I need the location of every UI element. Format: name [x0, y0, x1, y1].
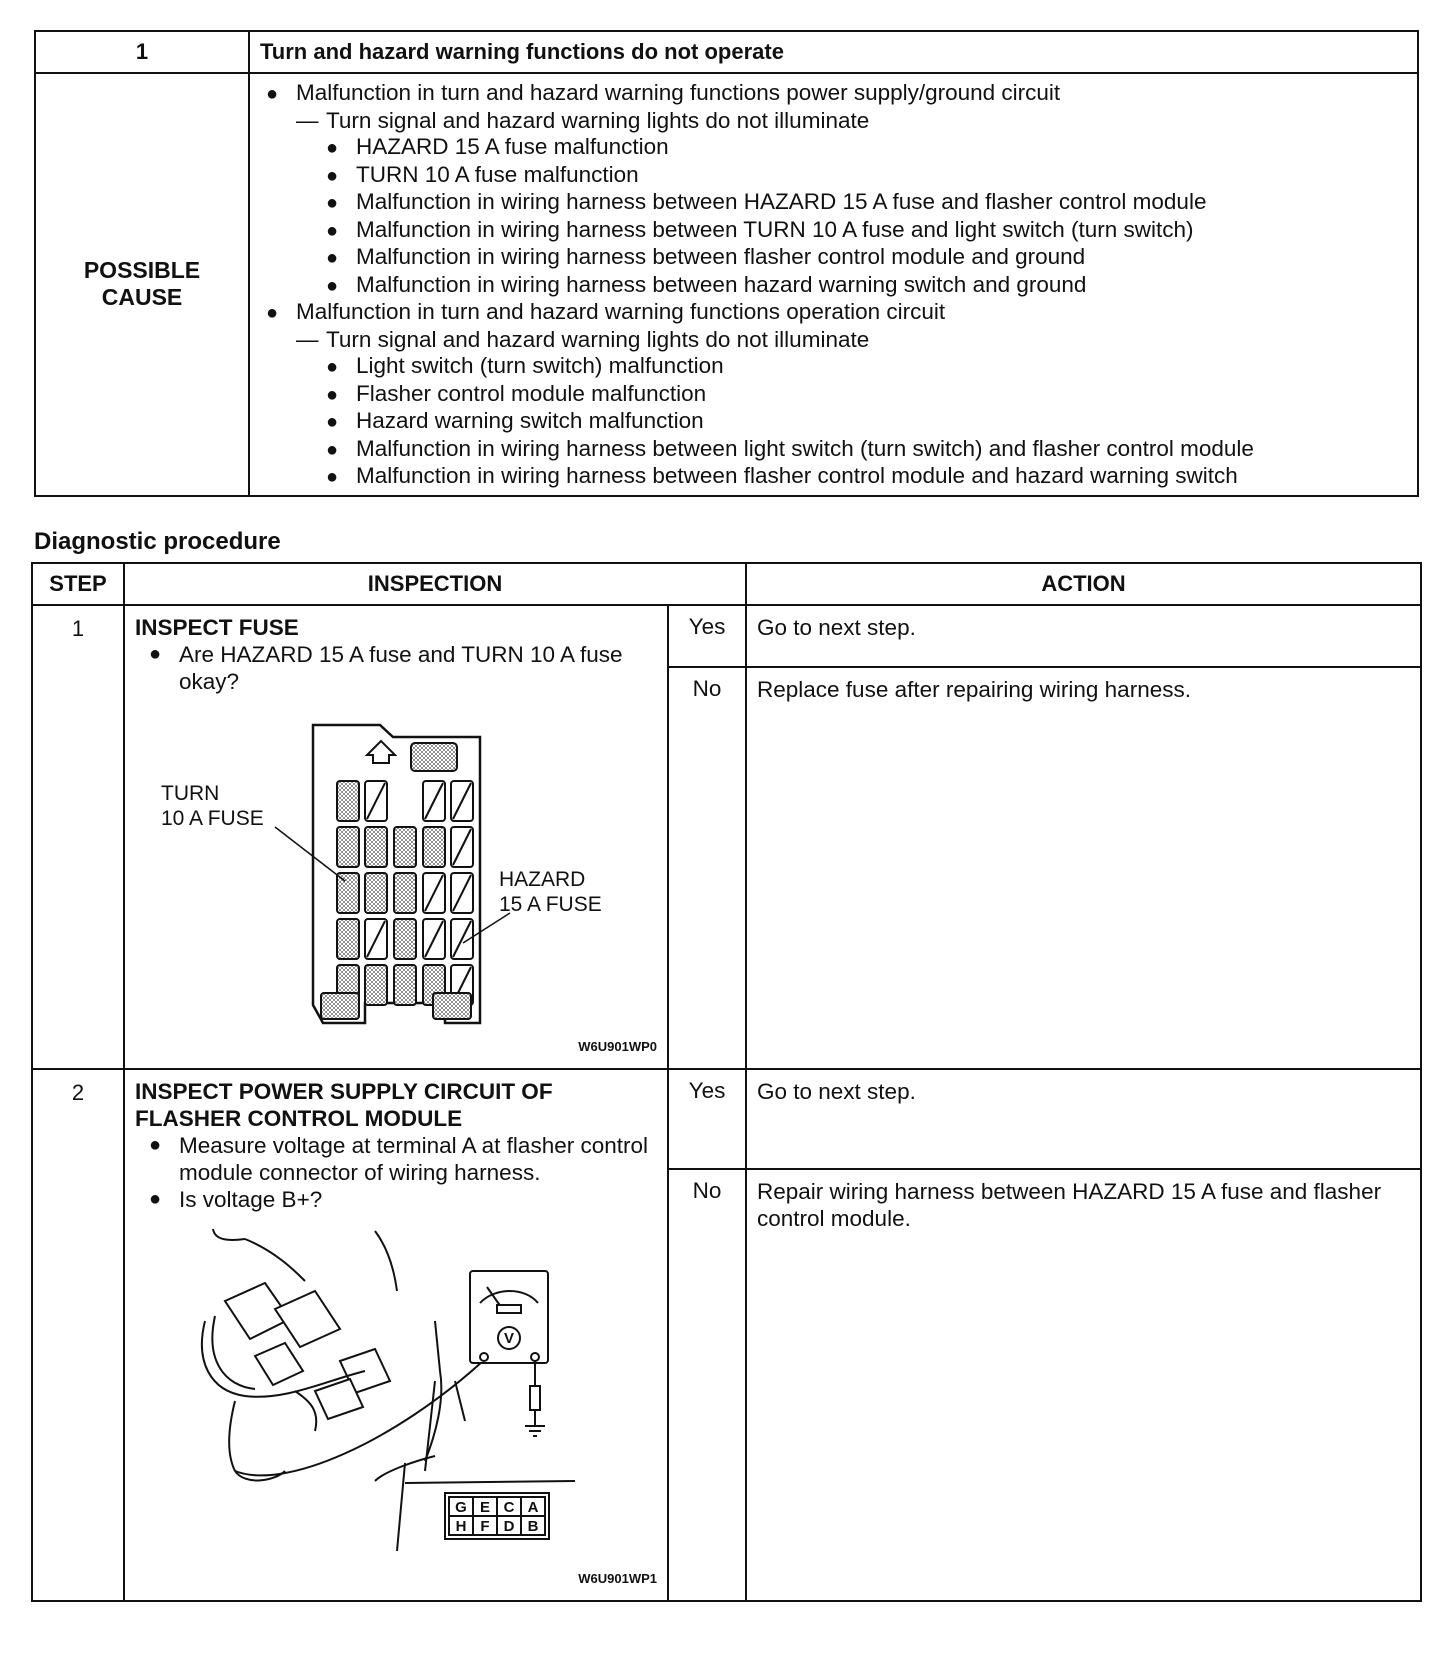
connector-pin-a: A — [527, 1499, 539, 1516]
yes-label: Yes — [668, 605, 746, 667]
cause-item: ● Flasher control module malfunction — [326, 380, 707, 406]
cause-group-heading: ● Malfunction in turn and hazard warning functions operation circuit — [266, 299, 946, 324]
no-action: Repair wiring harness between HAZARD 15 A fuse and flasher control module. — [746, 1169, 1421, 1601]
diagnostic-procedure-table — [31, 562, 1422, 1602]
trouble-title: Turn and hazard warning functions do not operate — [249, 31, 1418, 73]
step-inspection — [124, 1069, 668, 1601]
header-action: ACTION — [746, 563, 1421, 605]
cause-item: ● Malfunction in wiring harness between light switch (turn switch) and flasher control module — [326, 435, 1254, 461]
possible-cause-table — [34, 30, 1419, 497]
cause-item: ● Malfunction in wiring harness between flasher control module and ground — [326, 244, 1086, 269]
cause-item: ● Malfunction in wiring harness between TURN 10 A fuse and light switch (turn switch) — [326, 216, 1194, 242]
possible-cause-label: POSSIBLE CAUSE — [35, 73, 249, 496]
no-label: No — [668, 1169, 746, 1601]
figure-code: W6U901WP1 — [578, 1571, 657, 1586]
turn-fuse-label: TURN 10 A FUSE — [161, 782, 264, 830]
cause-item: ● HAZARD 15 A fuse malfunction — [326, 134, 669, 159]
no-label: No — [668, 667, 746, 1069]
step-title: INSPECT POWER SUPPLY CIRCUIT OF FLASHER CONTROL MODULE — [135, 1079, 553, 1131]
step-number: 2 — [32, 1069, 124, 1601]
figure-code: W6U901WP0 — [578, 1039, 657, 1054]
cause-group-heading: ● Malfunction in turn and hazard warning functions power supply/ground circuit — [266, 80, 1061, 105]
step-inspection — [124, 605, 668, 1069]
connector-pin-c: C — [503, 1499, 515, 1516]
connector-pin-f: F — [480, 1518, 490, 1535]
voltage-measurement-diagram — [135, 1221, 655, 1561]
inspection-item: ● Measure voltage at terminal A at flasher control module connector of wiring harness. — [149, 1133, 648, 1185]
hazard-fuse-label: HAZARD 15 A FUSE — [499, 868, 602, 916]
cause-symptom: — Turn signal and hazard warning lights do not illuminate — [296, 107, 870, 133]
possible-cause-list — [249, 73, 1418, 496]
no-action: Replace fuse after repairing wiring harness. — [746, 667, 1421, 1069]
cause-item: ● Hazard warning switch malfunction — [326, 408, 704, 433]
connector-pin-e: E — [479, 1499, 491, 1516]
cause-item: ● Malfunction in wiring harness between hazard warning switch and ground — [326, 271, 1087, 297]
fuse-block-figure — [135, 705, 657, 1055]
connector-pin-h: H — [455, 1518, 467, 1535]
cause-item: ● TURN 10 A fuse malfunction — [326, 161, 639, 187]
voltmeter-symbol: V — [503, 1330, 515, 1347]
yes-label: Yes — [668, 1069, 746, 1169]
yes-action: Go to next step. — [746, 1069, 1421, 1169]
cause-item: ● Malfunction in wiring harness between HAZARD 15 A fuse and flasher control module — [326, 189, 1207, 214]
section-title: Diagnostic procedure — [34, 528, 281, 555]
cause-item: ● Light switch (turn switch) malfunction — [326, 353, 724, 378]
cause-symptom: — Turn signal and hazard warning lights do not illuminate — [296, 326, 870, 352]
trouble-number: 1 — [35, 31, 249, 73]
yes-action: Go to next step. — [746, 605, 1421, 667]
connector-pin-b: B — [527, 1518, 539, 1535]
step-number: 1 — [32, 605, 124, 1069]
header-step: STEP — [32, 563, 124, 605]
connector-pin-g: G — [455, 1499, 467, 1516]
inspection-item: ● Is voltage B+? — [149, 1187, 323, 1212]
header-inspection: INSPECTION — [124, 563, 746, 605]
connector-pin-d: D — [503, 1518, 515, 1535]
inspection-item: ● Are HAZARD 15 A fuse and TURN 10 A fuse okay? — [149, 642, 623, 694]
cause-item: ● Malfunction in wiring harness between flasher control module and hazard warning switch — [326, 463, 1238, 488]
voltage-measurement-figure — [135, 1221, 657, 1561]
step-title: INSPECT FUSE — [135, 615, 299, 640]
